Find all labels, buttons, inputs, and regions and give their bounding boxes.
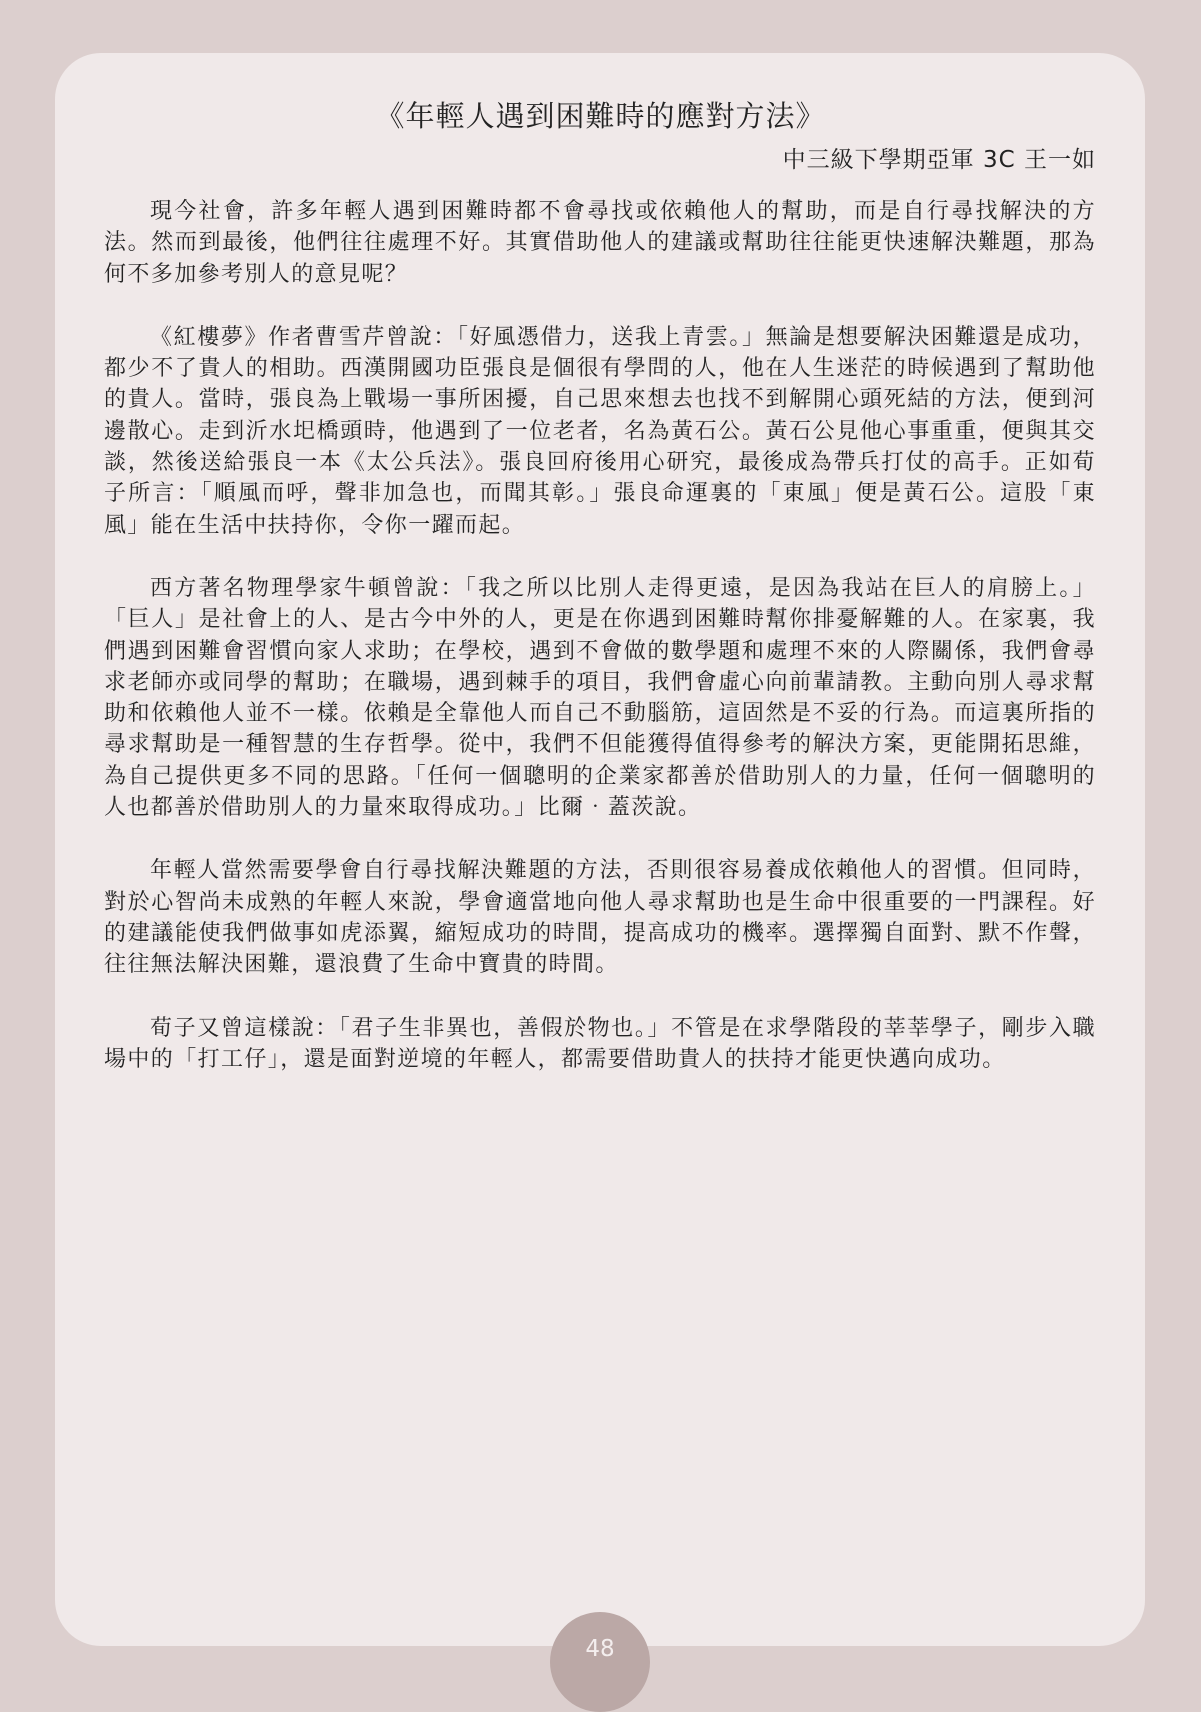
paragraph-4: 年輕人當然需要學會自行尋找解決難題的方法，否則很容易養成依賴他人的習慣。但同時，對於心智尚未成熟的年輕人來說，學會適當地向他人尋求幫助也是生命中很重要的一門課程。好的建議能使我們做事如虎添翼，縮短成功的時間，提高成功的機率。選擇獨自面對、默不作聲，往往無法解決困難，還浪費了生命中寶貴的時間。 bbox=[104, 858, 1096, 978]
paragraph-1: 現今社會，許多年輕人遇到困難時都不會尋找或依賴他人的幫助，而是自行尋找解決的方法。然而到最後，他們往往處理不好。其實借助他人的建議或幫助往往能更快速解決難題，那為何不多加參考別人的意見呢？ bbox=[104, 199, 1096, 287]
essay-title: 《年輕人遇到困難時的應對方法》 bbox=[375, 99, 826, 133]
page-number-badge bbox=[550, 1612, 650, 1712]
paragraph-2: 《紅樓夢》作者曹雪芹曾說：「好風憑借力，送我上青雲。」無論是想要解決困難還是成功，都少不了貴人的相助。西漢開國功臣張良是個很有學問的人，他在人生迷茫的時候遇到了幫助他的貴人。當時，張良為上戰場一事所困擾，自己思來想去也找不到解開心頭死結的方法，便到河邊散心。走到沂水圯橋頭時，他遇到了一位老者，名為黃石公。黃石公見他心事重重，便與其交談，然後送給張良一本《太公兵法》。張良回府後用心研究，最後成為帶兵打仗的高手。正如荀子所言：「順風而呼，聲非加急也，而聞其彰。」張良命運裏的「東風」便是黃石公。這股「東風」能在生活中扶持你，令你一躍而起。 bbox=[104, 324, 1096, 538]
page-number: 48 bbox=[585, 1636, 615, 1662]
paragraph-3: 西方著名物理學家牛頓曾說：「我之所以比別人走得更遠，是因為我站在巨人的肩膀上。」「巨人」是社會上的人、是古今中外的人，更是在你遇到困難時幫你排憂解難的人。在家裏，我們遇到困難會習慣向家人求助；在學校，遇到不會做的數學題和處理不來的人際關係，我們會尋求老師亦或同學的幫助；在職場，遇到棘手的項目，我們會虛心向前輩請教。主動向別人尋求幫助和依賴他人並不一樣。依賴是全靠他人而自己不動腦筋，這固然是不妥的行為。而這裏所指的尋求幫助是一種智慧的生存哲學。從中，我們不但能獲得值得參考的解決方案，更能開拓思維，為自己提供更多不同的思路。「任何一個聰明的企業家都善於借助別人的力量，任何一個聰明的人也都善於借助別人的力量來取得成功。」比爾‧蓋茨說。 bbox=[104, 575, 1096, 821]
paragraph-5: 荀子又曾這樣說：「君子生非異也，善假於物也。」不管是在求學階段的莘莘學子，剛步入職場中的「打工仔」，還是面對逆境的年輕人，都需要借助貴人的扶持才能更快邁向成功。 bbox=[104, 1015, 1096, 1072]
essay-body bbox=[104, 196, 1096, 1107]
author-line: 中三級下學期亞軍 3C 王一如 bbox=[782, 147, 1096, 173]
